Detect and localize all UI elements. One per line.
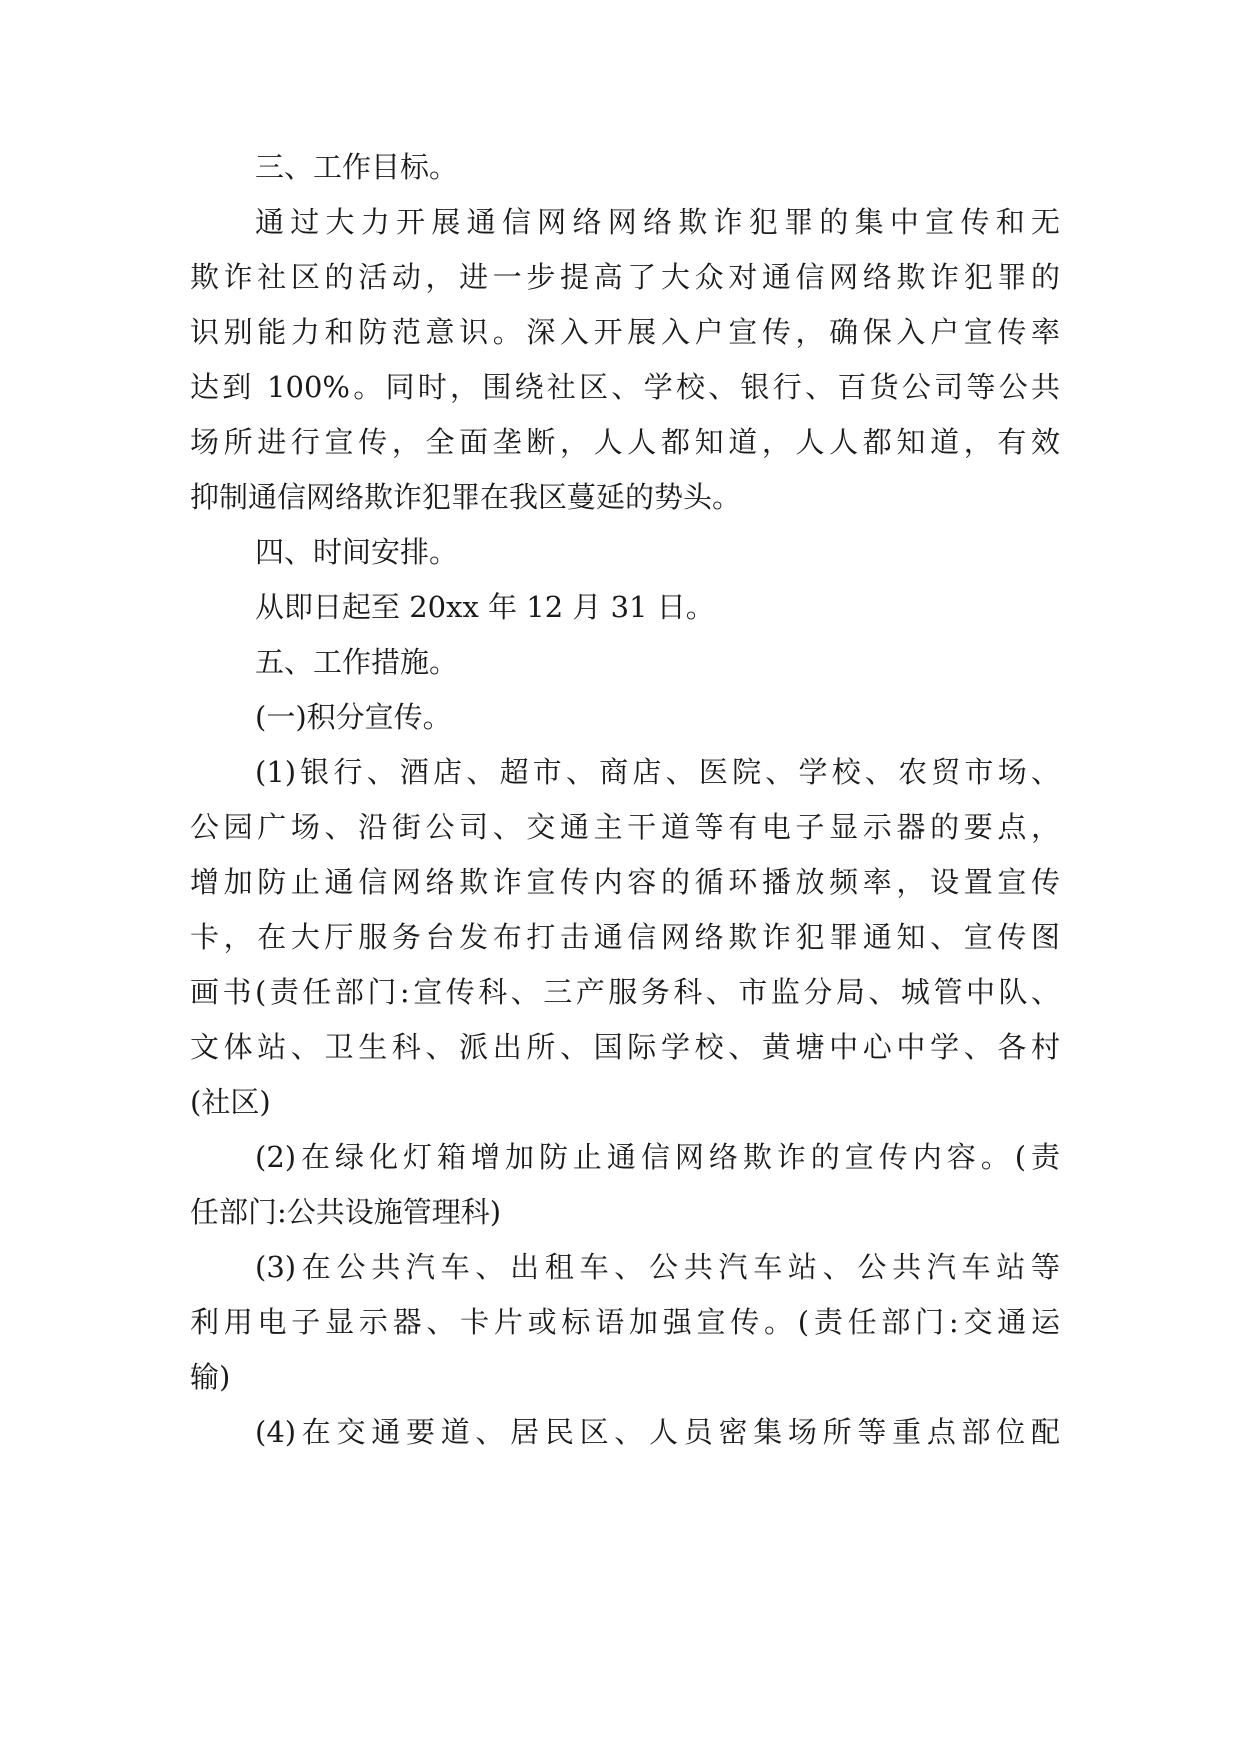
section-heading-goals: 三、工作目标。 [255, 150, 459, 184]
section-heading-schedule: 四、时间安排。 [255, 535, 459, 569]
paragraph-line: 达到 100%。同时，围绕社区、学校、银行、百货公司等公共 [190, 370, 1060, 404]
list-item-line: (4)在交通要道、居民区、人员密集场所等重点部位配 [255, 1415, 1060, 1449]
paragraph-line: 欺诈社区的活动，进一步提高了大众对通信网络欺诈犯罪的 [190, 260, 1060, 294]
list-item-line: (2)在绿化灯箱增加防止通信网络欺诈的宣传内容。(责 [255, 1140, 1060, 1174]
list-item-line: 输) [190, 1360, 231, 1394]
section-heading-measures: 五、工作措施。 [255, 645, 459, 679]
list-item-line: 文体站、卫生科、派出所、国际学校、黄塘中心中学、各村 [190, 1030, 1060, 1064]
list-item-line: 公园广场、沿街公司、交通主干道等有电子显示器的要点， [190, 810, 1060, 844]
list-item-line: (1)银行、酒店、超市、商店、医院、学校、农贸市场、 [255, 755, 1060, 789]
paragraph-line: 场所进行宣传，全面垄断，人人都知道，人人都知道，有效 [190, 425, 1060, 459]
subsection-heading: (一)积分宣传。 [255, 700, 452, 734]
list-item-line: 卡，在大厅服务台发布打击通信网络欺诈犯罪通知、宣传图 [190, 920, 1060, 954]
list-item-line: 画书(责任部门:宣传科、三产服务科、市监分局、城管中队、 [190, 975, 1060, 1009]
list-item-line: 任部门:公共设施管理科) [190, 1195, 502, 1229]
paragraph-line: 通过大力开展通信网络网络欺诈犯罪的集中宣传和无 [255, 205, 1060, 239]
paragraph-line: 识别能力和防范意识。深入开展入户宣传，确保入户宣传率 [190, 315, 1060, 349]
list-item-line: 增加防止通信网络欺诈宣传内容的循环播放频率，设置宣传 [190, 865, 1060, 899]
list-item-line: 利用电子显示器、卡片或标语加强宣传。(责任部门:交通运 [190, 1305, 1060, 1339]
paragraph-line: 从即日起至 20xx 年 12 月 31 日。 [255, 590, 715, 624]
list-item-line: (3)在公共汽车、出租车、公共汽车站、公共汽车站等 [255, 1250, 1060, 1284]
list-item-line: (社区) [190, 1085, 271, 1119]
paragraph-line: 抑制通信网络欺诈犯罪在我区蔓延的势头。 [190, 480, 742, 514]
